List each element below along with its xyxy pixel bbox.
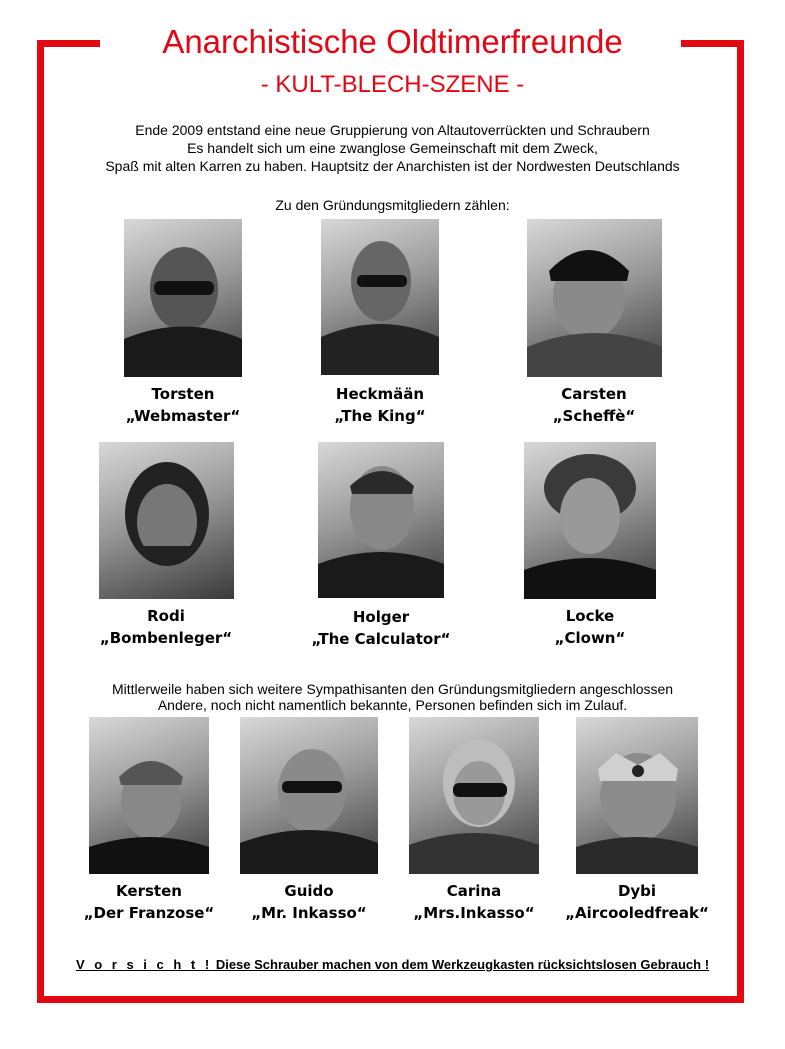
warning-body: Diese Schrauber machen von dem Werkzeugkasten rücksichtslosen Gebrauch ! (212, 957, 710, 972)
member-card-carina (385, 717, 563, 924)
warning-lead: V o r s i c h t ! (75, 957, 213, 972)
member-card-dybi (548, 717, 726, 924)
warning-text (0, 957, 785, 972)
member-name: Carina (446, 882, 502, 900)
supporters-text (0, 681, 785, 713)
member-name: Torsten (151, 385, 215, 403)
member-card-rodi (61, 442, 271, 649)
frame-right-border (737, 40, 744, 1003)
member-nickname: „Bombenleger“ (99, 629, 233, 647)
page-title: Anarchistische Oldtimerfreunde (162, 23, 623, 60)
page-subtitle: - KULT-BLECH-SZENE - (260, 71, 525, 98)
member-card-guido (220, 717, 398, 924)
member-photo (124, 219, 242, 377)
member-photo (89, 717, 209, 874)
member-name: Holger (352, 608, 410, 626)
member-name: Heckmään (335, 385, 425, 403)
member-photo (576, 717, 698, 874)
intro-line: Ende 2009 entstand eine neue Gruppierung von Altautoverrückten und Schraubern (135, 122, 650, 138)
member-nickname: „Der Franzose“ (83, 904, 215, 922)
member-card-locke (485, 442, 695, 649)
member-nickname: „The Calculator“ (311, 630, 451, 648)
member-nickname: „Aircooledfreak“ (565, 904, 709, 922)
frame-left-border (37, 40, 44, 1003)
member-photo (99, 442, 234, 599)
intro-text (0, 121, 785, 175)
member-nickname: „The King“ (334, 407, 426, 425)
member-photo (524, 442, 656, 599)
member-photo (321, 219, 439, 375)
member-photo (318, 442, 444, 598)
member-name: Kersten (116, 882, 182, 900)
member-name: Locke (565, 607, 615, 625)
member-nickname: „Scheffè“ (552, 407, 636, 425)
member-photo (409, 717, 539, 874)
supporters-line: Mittlerweile haben sich weitere Sympathisanten den Gründungsmitgliedern angeschlossen (111, 681, 674, 697)
supporters-line: Andere, noch nicht namentlich bekannte, Personen befinden sich im Zulauf. (157, 697, 628, 713)
member-photo (240, 717, 378, 874)
founders-heading: Zu den Gründungsmitgliedern zählen: (275, 197, 510, 213)
member-card-torsten (78, 219, 288, 427)
member-card-kersten (60, 717, 238, 924)
member-name: Carsten (561, 385, 627, 403)
frame-bottom-border (37, 996, 744, 1003)
member-card-holger (276, 442, 486, 650)
member-name: Dybi (617, 882, 657, 900)
member-nickname: „Mr. Inkasso“ (251, 904, 367, 922)
member-nickname: „Mrs.Inkasso“ (413, 904, 535, 922)
intro-line: Es handelt sich um eine zwanglose Gemeinschaft mit dem Zweck, (187, 140, 598, 156)
member-nickname: „Clown“ (554, 629, 626, 647)
member-card-heckmaan (275, 219, 485, 427)
member-name: Rodi (147, 607, 185, 625)
member-photo (527, 219, 662, 377)
member-nickname: „Webmaster“ (125, 407, 241, 425)
intro-line: Spaß mit alten Karren zu haben. Hauptsitz der Anarchisten ist der Nordwesten Deutschlands (105, 158, 680, 174)
member-card-carsten (489, 219, 699, 427)
member-name: Guido (284, 882, 334, 900)
